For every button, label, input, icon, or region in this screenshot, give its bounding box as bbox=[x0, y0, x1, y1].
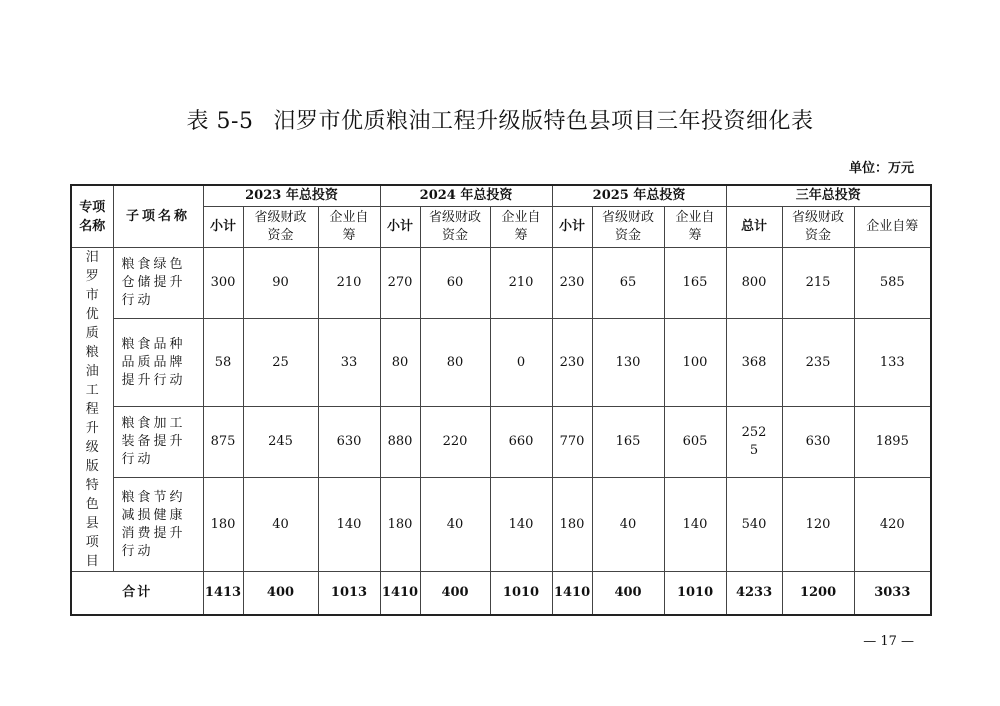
sub-item-name: 粮食绿色仓储提升行动 bbox=[113, 248, 203, 319]
value-cell: 630 bbox=[318, 407, 380, 478]
header-self-raised: 企业自筹 bbox=[854, 207, 931, 248]
table-row bbox=[71, 407, 931, 478]
value-cell: 770 bbox=[552, 407, 592, 478]
header-year-2025: 2025 年总投资 bbox=[552, 185, 726, 207]
value-cell: 80 bbox=[380, 318, 420, 407]
value-cell: 800 bbox=[726, 248, 782, 319]
value-cell: 120 bbox=[782, 478, 854, 572]
value-cell: 25 bbox=[243, 318, 318, 407]
header-project-name: 专项名称 bbox=[71, 185, 113, 248]
header-provincial-funds: 省级财政资金 bbox=[782, 207, 854, 248]
header-self-raised: 企业自筹 bbox=[490, 207, 552, 248]
value-cell: 585 bbox=[854, 248, 931, 319]
value-cell: 90 bbox=[243, 248, 318, 319]
total-row bbox=[71, 572, 931, 616]
header-subtotal: 小计 bbox=[380, 207, 420, 248]
table-row bbox=[71, 248, 931, 319]
header-provincial-funds: 省级财政资金 bbox=[420, 207, 490, 248]
total-cell: 1410 bbox=[552, 572, 592, 616]
header-provincial-funds: 省级财政资金 bbox=[243, 207, 318, 248]
table-row bbox=[71, 478, 931, 572]
sub-item-name: 粮食加工装备提升行动 bbox=[113, 407, 203, 478]
value-cell: 33 bbox=[318, 318, 380, 407]
value-cell: 230 bbox=[552, 248, 592, 319]
header-three-year: 三年总投资 bbox=[726, 185, 931, 207]
value-cell: 130 bbox=[592, 318, 664, 407]
value-cell: 2525 bbox=[726, 407, 782, 478]
total-cell: 1010 bbox=[490, 572, 552, 616]
value-cell: 40 bbox=[592, 478, 664, 572]
table-title bbox=[0, 104, 1000, 135]
value-cell: 100 bbox=[664, 318, 726, 407]
header-self-raised: 企业自筹 bbox=[318, 207, 380, 248]
value-cell: 0 bbox=[490, 318, 552, 407]
total-cell: 1410 bbox=[380, 572, 420, 616]
value-cell: 40 bbox=[243, 478, 318, 572]
table-title-text: 汨罗市优质粮油工程升级版特色县项目三年投资细化表 bbox=[273, 109, 814, 134]
value-cell: 300 bbox=[203, 248, 243, 319]
investment-table bbox=[70, 184, 932, 616]
table-number: 表 5-5 bbox=[186, 109, 254, 134]
value-cell: 210 bbox=[490, 248, 552, 319]
value-cell: 630 bbox=[782, 407, 854, 478]
total-cell: 1010 bbox=[664, 572, 726, 616]
total-cell: 400 bbox=[243, 572, 318, 616]
value-cell: 165 bbox=[664, 248, 726, 319]
project-name-cell: 汨罗市优质粮油工程升级版特色县项目 bbox=[71, 248, 113, 572]
value-cell: 180 bbox=[203, 478, 243, 572]
header-total: 总计 bbox=[726, 207, 782, 248]
value-cell: 230 bbox=[552, 318, 592, 407]
table-row bbox=[71, 318, 931, 407]
total-cell: 400 bbox=[592, 572, 664, 616]
value-cell: 58 bbox=[203, 318, 243, 407]
value-cell: 140 bbox=[664, 478, 726, 572]
total-cell: 400 bbox=[420, 572, 490, 616]
header-sub-name: 子项名称 bbox=[113, 185, 203, 248]
total-cell: 4233 bbox=[726, 572, 782, 616]
total-label: 合计 bbox=[71, 572, 203, 616]
sub-item-name: 粮食品种品质品牌提升行动 bbox=[113, 318, 203, 407]
value-cell: 368 bbox=[726, 318, 782, 407]
value-cell: 1895 bbox=[854, 407, 931, 478]
header-self-raised: 企业自筹 bbox=[664, 207, 726, 248]
value-cell: 220 bbox=[420, 407, 490, 478]
total-cell: 3033 bbox=[854, 572, 931, 616]
total-cell: 1413 bbox=[203, 572, 243, 616]
value-cell: 215 bbox=[782, 248, 854, 319]
total-cell: 1200 bbox=[782, 572, 854, 616]
value-cell: 235 bbox=[782, 318, 854, 407]
header-provincial-funds: 省级财政资金 bbox=[592, 207, 664, 248]
value-cell: 180 bbox=[380, 478, 420, 572]
value-cell: 245 bbox=[243, 407, 318, 478]
sub-item-name: 粮食节约减损健康消费提升行动 bbox=[113, 478, 203, 572]
value-cell: 180 bbox=[552, 478, 592, 572]
value-cell: 880 bbox=[380, 407, 420, 478]
header-year-2024: 2024 年总投资 bbox=[380, 185, 552, 207]
value-cell: 65 bbox=[592, 248, 664, 319]
header-subtotal: 小计 bbox=[552, 207, 592, 248]
unit-label: 单位：万元 bbox=[848, 161, 914, 176]
value-cell: 660 bbox=[490, 407, 552, 478]
value-cell: 40 bbox=[420, 478, 490, 572]
value-cell: 140 bbox=[490, 478, 552, 572]
value-cell: 133 bbox=[854, 318, 931, 407]
total-cell: 1013 bbox=[318, 572, 380, 616]
value-cell: 210 bbox=[318, 248, 380, 319]
value-cell: 140 bbox=[318, 478, 380, 572]
value-cell: 80 bbox=[420, 318, 490, 407]
value-cell: 875 bbox=[203, 407, 243, 478]
header-year-2023: 2023 年总投资 bbox=[203, 185, 380, 207]
value-cell: 540 bbox=[726, 478, 782, 572]
value-cell: 165 bbox=[592, 407, 664, 478]
page-number: — 17 — bbox=[863, 634, 914, 649]
value-cell: 420 bbox=[854, 478, 931, 572]
header-subtotal: 小计 bbox=[203, 207, 243, 248]
value-cell: 270 bbox=[380, 248, 420, 319]
value-cell: 60 bbox=[420, 248, 490, 319]
value-cell: 605 bbox=[664, 407, 726, 478]
